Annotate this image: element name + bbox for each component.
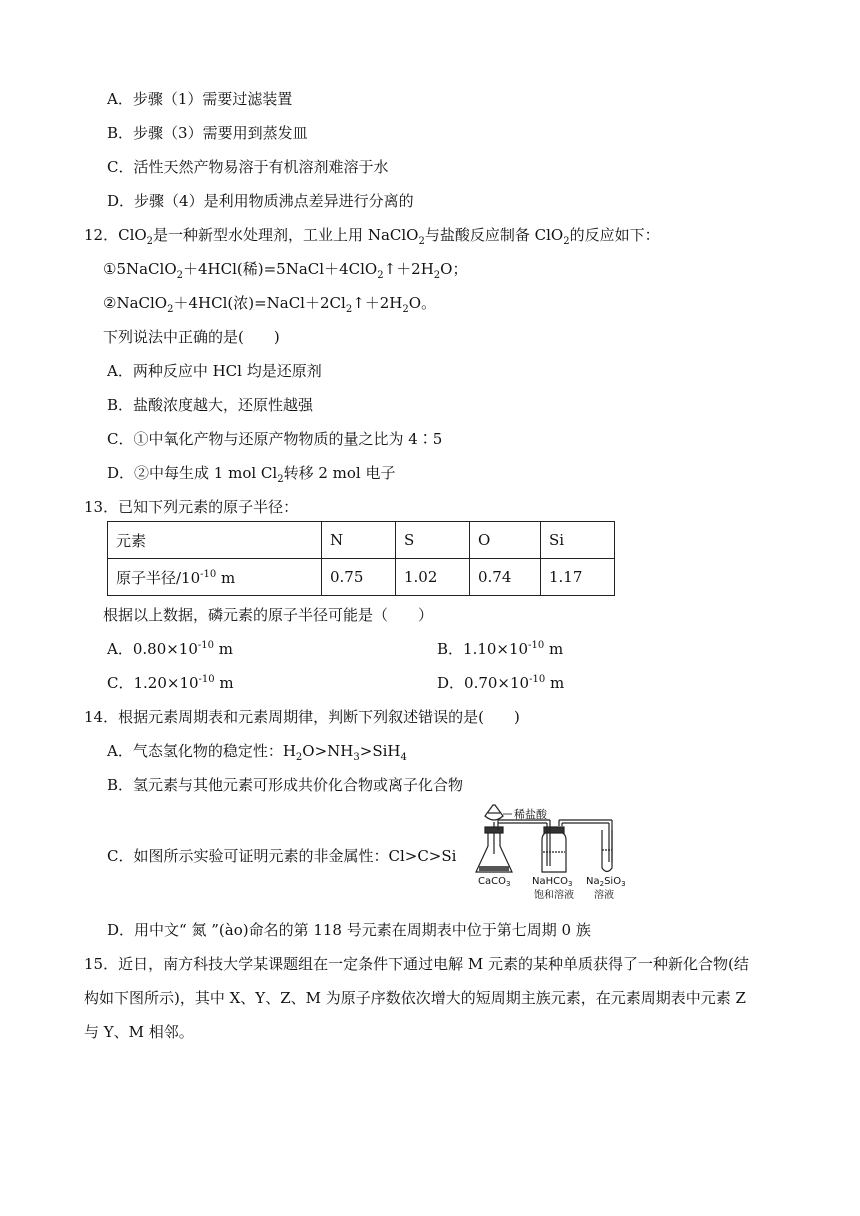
q12-option-a: A．两种反应中 HCl 均是还原剂 [107,362,322,380]
q12-reaction-1: ①5NaClO$_2$＋4HCl(稀)$=5NaCl+4ClO_2↑+2H_2O$； [103,260,468,281]
table-row [108,559,615,596]
table-row-label: 原子半径$/10^{-10}$ m [108,559,322,596]
q13-option-c: C．$1.20\times 10^{-10}$ m [107,674,234,692]
q13-option-a: A．$0.80\times 10^{-10}$ m [107,640,233,658]
flask-label: CaCO$_3$ [478,876,511,888]
q13-stem: 13．已知下列元素的原子半径： [84,498,299,516]
table-row [108,522,615,559]
q12-option-c: C．①中氧化产物与还原产物物质的量之比为 4∶5 [107,430,443,448]
q13-option-d: D．$0.70\times 10^{-10}$ m [437,674,565,692]
q11-option-d: D．步骤（4）是利用物质沸点差异进行分离的 [107,192,414,210]
q12-reaction-2: ②NaClO$_2$＋4HCl(浓)$=NaCl+2Cl_2↑+2H_2O$。 [103,294,437,315]
q12-stem: 12．ClO$_2$是一种新型水处理剂，工业上用 NaClO$_2$与盐酸反应制备 ClO$_2$的反应如下： [84,226,660,247]
table-header-cell: Si [541,522,615,559]
q13-option-b: B．$1.10\times 10^{-10}$ m [437,640,564,658]
table-cell: 1.17 [541,559,615,596]
table-header-cell: O [470,522,541,559]
conical-flask [476,820,550,872]
tube-label: $Na_2SiO_3$ [586,876,626,888]
q15-line-1: 15．近日，南方科技大学某课题组在一定条件下通过电解 M 元素的某种单质获得了一种新化合物(结 [84,955,749,973]
q14-option-a: A．气态氢化物的稳定性：$H_2O>NH_3>SiH_4$ [107,742,407,763]
q11-option-b: B．步骤（3）需要用到蒸发皿 [107,124,308,142]
test-tube [602,820,612,872]
q14-option-b: B．氢元素与其他元素可形成共价化合物或离子化合物 [107,776,464,794]
q11-option-a: A．步骤（1）需要过滤装置 [107,90,293,108]
bottle-label-2: 饱和溶液 [534,890,574,901]
q14-option-d: D．用中文“ 氮 ”(ào)命名的第 118 号元素在周期表中位于第七周期 0 族 [107,921,591,939]
q13-question: 根据以上数据，磷元素的原子半径可能是（ ） [103,606,434,624]
q11-option-c: C．活性天然产物易溶于有机溶剂难溶于水 [107,158,389,176]
table-header-cell: 元素 [108,522,322,559]
q14-stem: 14．根据元素周期表和元素周期律，判断下列叙述错误的是( ) [84,708,520,726]
acid-label: 稀盐酸 [514,808,547,821]
atomic-radius-table [107,521,615,596]
table-header-cell: N [322,522,396,559]
q12-option-d: D．②中每生成 1 mol $Cl_2$转移 2 mol 电子 [107,464,396,485]
bottle-label: NaHCO$_3$ [532,876,573,888]
q15-line-3: 与 Y、M 相邻。 [84,1023,194,1041]
table-header-cell: S [396,522,470,559]
q12-question: 下列说法中正确的是( ) [103,328,280,346]
table-cell: 1.02 [396,559,470,596]
q12-option-b: B．盐酸浓度越大，还原性越强 [107,396,314,414]
apparatus-figure [470,802,650,910]
table-cell: 0.75 [322,559,396,596]
table-cell: 0.74 [470,559,541,596]
q14-option-c: C．如图所示实验可证明元素的非金属性：Cl>C>Si [107,847,457,865]
tube-label-2: 溶液 [594,890,614,901]
q15-line-2: 构如下图所示)，其中 X、Y、Z、M 为原子序数依次增大的短周期主族元素，在元素周期表中元素 Z [84,989,746,1007]
